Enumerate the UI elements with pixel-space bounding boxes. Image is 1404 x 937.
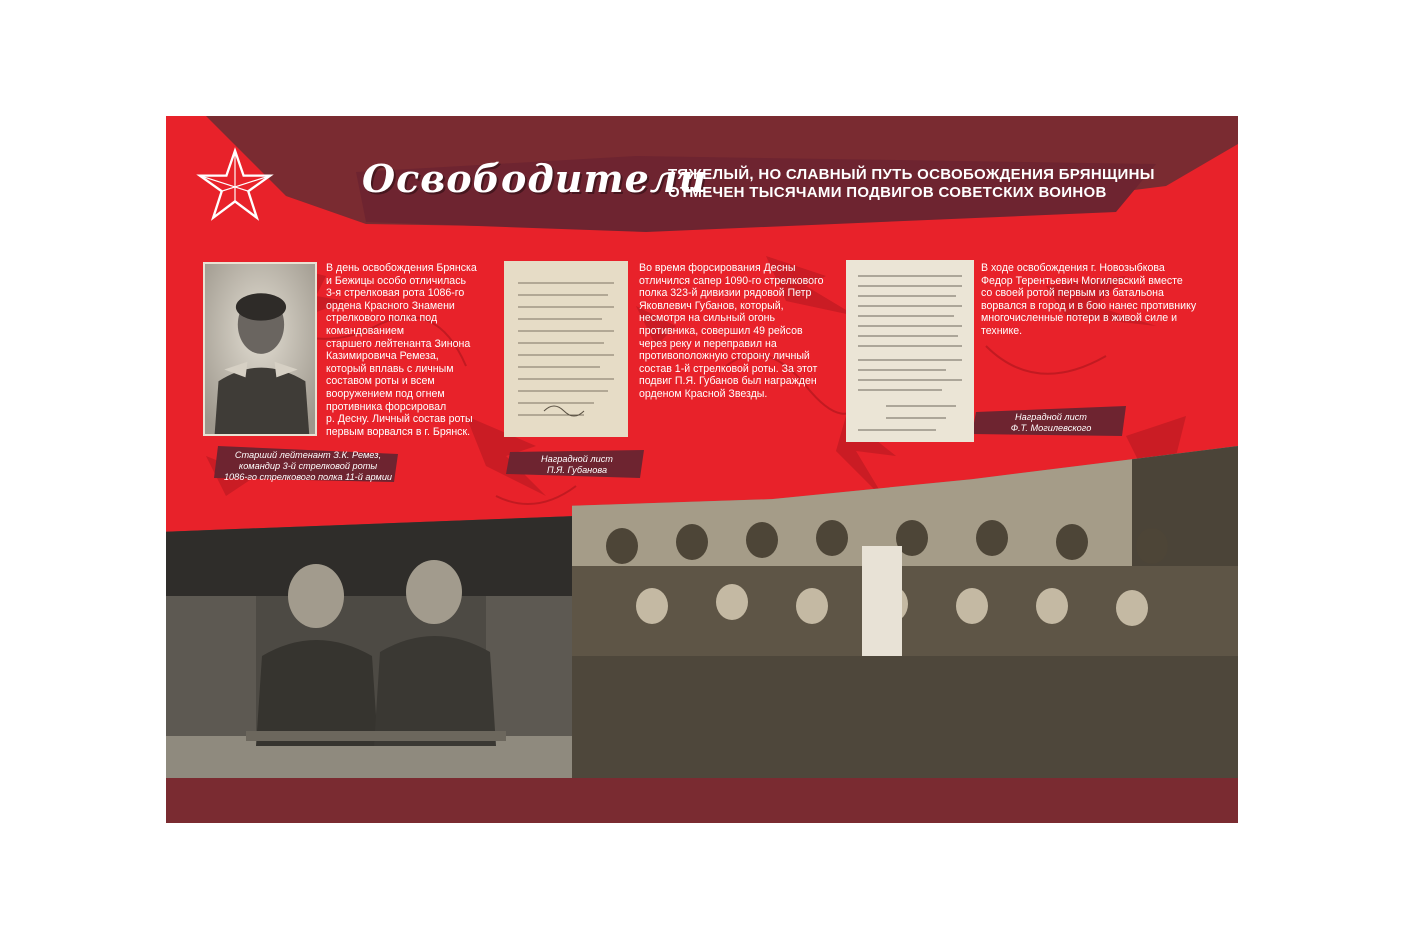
story-gubanov-line: Во время форсирования Десны xyxy=(639,262,796,274)
story-remez-line: В день освобождения Брянска xyxy=(326,262,477,274)
story-remez-line: командованием xyxy=(326,324,405,337)
portrait-photo-remez xyxy=(203,262,317,436)
story-gubanov-line: полка 323-й дивизии рядовой Петр xyxy=(639,287,812,300)
story-remez-line: противника форсировал xyxy=(326,400,447,413)
story-mogilevsky-line: В ходе освобождения г. Новозыбкова xyxy=(981,262,1165,274)
caption-remez-line: Старший лейтенант З.К. Ремез, xyxy=(234,450,382,460)
story-remez-line: Казимировича Ремеза, xyxy=(326,350,439,363)
story-gubanov-line: несмотря на сильный огонь xyxy=(639,312,775,325)
story-gubanov-line: противника, совершил 49 рейсов xyxy=(639,324,803,337)
story-mogilevsky-line: Федор Терентьевич Могилевский вместе xyxy=(981,274,1183,287)
award-document-gubanov xyxy=(504,261,628,437)
headline-line-2: ОТМЕЧЕН ТЫСЯЧАМИ ПОДВИГОВ СОВЕТСКИХ ВОИНОВ xyxy=(668,184,1107,201)
story-gubanov-line: состав 1-й стрелковой роты. За этот xyxy=(639,362,818,375)
story-mogilevsky-line: ворвался в город и в бою нанес противнику xyxy=(981,299,1197,312)
caption-mogilevsky-line: Наградной лист xyxy=(1015,412,1087,422)
caption-gubanov xyxy=(510,454,644,476)
story-remez-line: старшего лейтенанта Зинона xyxy=(326,337,471,350)
story-mogilevsky-line: со своей ротой первым из батальона xyxy=(981,287,1164,300)
headline-line-1: ТЯЖЕЛЫЙ, НО СЛАВНЫЙ ПУТЬ ОСВОБОЖДЕНИЯ БРЯНЩИНЫ xyxy=(668,166,1155,183)
exhibition-poster xyxy=(166,116,1238,823)
story-remez-text xyxy=(326,262,477,438)
poster-title: Освободители xyxy=(362,156,708,201)
story-remez-line: составом роты и всем xyxy=(326,375,435,388)
caption-remez-line: 1086-го стрелкового полка 11-й армии xyxy=(223,472,393,482)
story-remez-line: вооружением под огнем xyxy=(326,387,445,400)
story-remez-line: ордена Красного Знамени xyxy=(326,299,455,312)
poster-headline xyxy=(668,166,1168,202)
story-gubanov-line: орденом Красной Звезды. xyxy=(639,387,768,400)
caption-gubanov-line: Наградной лист xyxy=(541,454,613,464)
caption-remez xyxy=(218,450,398,483)
award-document-mogilevsky xyxy=(846,260,974,442)
story-gubanov-line: Яковлевич Губанов, который, xyxy=(639,299,784,312)
story-mogilevsky-line: многочисленные потери в живой силе и xyxy=(981,312,1178,325)
story-gubanov-line: через реку и переправил на xyxy=(639,337,777,350)
story-remez-line: 3-я стрелковая рота 1086-го xyxy=(326,287,465,300)
caption-mogilevsky xyxy=(976,412,1126,434)
story-remez-line: который вплавь с личным xyxy=(326,362,454,375)
story-remez-line: стрелкового полка под xyxy=(326,312,438,325)
caption-remez-line: командир 3-й стрелковой роты xyxy=(238,461,378,471)
story-gubanov-line: противоположную сторону личный xyxy=(639,350,810,363)
story-gubanov-line: подвиг П.Я. Губанов был награжден xyxy=(639,375,817,388)
story-remez-line: первым ворвался в г. Брянск. xyxy=(326,425,471,438)
caption-gubanov-line: П.Я. Губанова xyxy=(546,465,608,475)
photo-two-officers xyxy=(166,516,576,778)
caption-mogilevsky-line: Ф.Т. Могилевского xyxy=(1010,423,1092,433)
red-star-icon xyxy=(196,146,274,224)
story-gubanov-line: отличился сапер 1090-го стрелкового xyxy=(639,274,824,287)
story-gubanov-text xyxy=(639,262,824,401)
story-remez-line: и Бежицы особо отличилась xyxy=(326,274,467,287)
story-remez-line: р. Десну. Личный состав роты xyxy=(326,413,473,426)
story-mogilevsky-text xyxy=(981,262,1196,338)
story-mogilevsky-line: технике. xyxy=(981,324,1023,337)
